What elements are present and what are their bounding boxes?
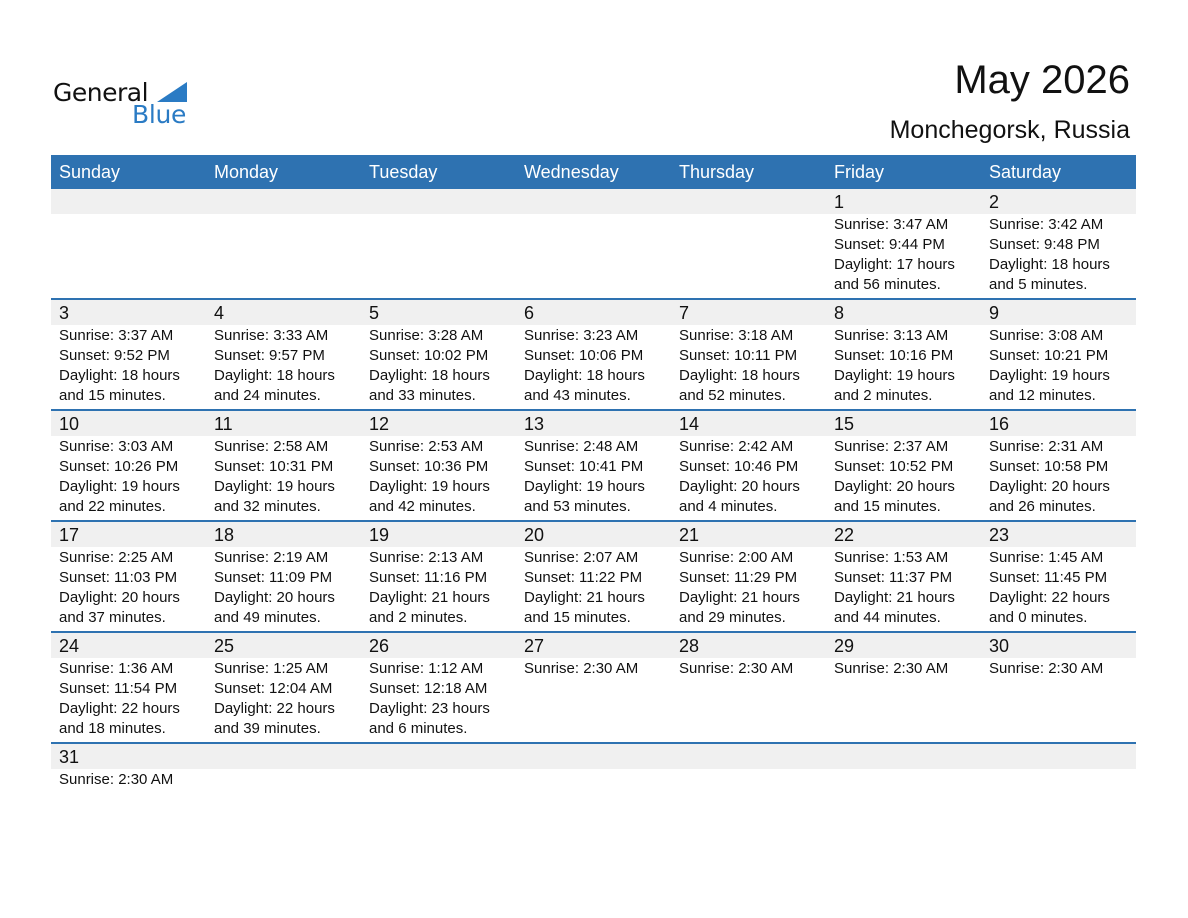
sunrise-text: Sunrise: 3:47 AM: [834, 216, 949, 233]
weekday-header: [51, 155, 1136, 189]
date-row: [51, 300, 1136, 325]
daylight-minutes-text: and 15 minutes.: [834, 498, 941, 515]
logo-word-general: General: [53, 78, 149, 107]
day-number: 14: [679, 414, 700, 434]
sunrise-text: Sunrise: 3:13 AM: [834, 327, 949, 344]
day-number: 15: [834, 414, 855, 434]
sunset-text: Sunset: 9:57 PM: [214, 347, 325, 364]
day-number: 8: [834, 303, 845, 323]
sunset-text: Sunset: 11:54 PM: [59, 680, 178, 697]
day-number: [981, 744, 1136, 769]
info-row: [51, 547, 1136, 631]
day-number: [51, 189, 206, 214]
sunrise-text: Sunrise: 2:30 AM: [59, 771, 174, 788]
day-cell: [51, 547, 206, 631]
calendar-week: [51, 633, 1136, 744]
day-number: [516, 744, 671, 769]
sunrise-text: Sunrise: 2:30 AM: [989, 660, 1104, 677]
sunset-text: Sunset: 10:21 PM: [989, 347, 1109, 364]
sunrise-text: Sunrise: 2:58 AM: [214, 438, 329, 455]
day-cell: [516, 769, 671, 799]
weekday-wednesday: Wednesday: [524, 162, 619, 182]
calendar-week: [51, 411, 1136, 522]
daylight-text: Daylight: 19 hours: [524, 478, 645, 495]
info-row: [51, 214, 1136, 298]
day-cell: [361, 658, 516, 742]
day-number: 26: [369, 636, 390, 656]
day-number: 18: [214, 525, 235, 545]
day-cell: [206, 436, 361, 520]
daylight-text: Daylight: 21 hours: [834, 589, 955, 606]
daylight-text: Daylight: 18 hours: [369, 367, 490, 384]
daylight-minutes-text: and 49 minutes.: [214, 609, 321, 626]
sunrise-text: Sunrise: 2:25 AM: [59, 549, 174, 566]
daylight-minutes-text: and 24 minutes.: [214, 387, 321, 404]
day-cell: [671, 436, 826, 520]
sunset-text: Sunset: 11:22 PM: [524, 569, 643, 586]
daylight-text: Daylight: 20 hours: [989, 478, 1110, 495]
day-cell: [51, 214, 206, 298]
sunset-text: Sunset: 10:46 PM: [679, 458, 799, 475]
day-cell: [671, 214, 826, 298]
day-cell: [671, 658, 826, 742]
sunset-text: Sunset: 10:36 PM: [369, 458, 489, 475]
calendar-week: [51, 522, 1136, 633]
date-row: [51, 189, 1136, 214]
day-cell: [516, 436, 671, 520]
sunset-text: Sunset: 11:37 PM: [834, 569, 953, 586]
sunrise-text: Sunrise: 3:23 AM: [524, 327, 639, 344]
sunrise-text: Sunrise: 2:37 AM: [834, 438, 949, 455]
daylight-text: Daylight: 19 hours: [214, 478, 335, 495]
page-title: May 2026: [954, 58, 1130, 102]
daylight-text: Daylight: 20 hours: [59, 589, 180, 606]
daylight-minutes-text: and 15 minutes.: [524, 609, 631, 626]
logo: [53, 76, 193, 132]
day-cell: [361, 325, 516, 409]
day-number: 12: [369, 414, 390, 434]
sunset-text: Sunset: 11:29 PM: [679, 569, 798, 586]
calendar-week: [51, 189, 1136, 300]
daylight-minutes-text: and 29 minutes.: [679, 609, 786, 626]
daylight-minutes-text: and 53 minutes.: [524, 498, 631, 515]
day-number: [206, 744, 361, 769]
sunset-text: Sunset: 9:48 PM: [989, 236, 1100, 253]
sunrise-text: Sunrise: 2:30 AM: [524, 660, 639, 677]
daylight-minutes-text: and 22 minutes.: [59, 498, 166, 515]
day-number: 19: [369, 525, 390, 545]
day-cell: [51, 436, 206, 520]
daylight-text: Daylight: 21 hours: [679, 589, 800, 606]
sunrise-text: Sunrise: 2:48 AM: [524, 438, 639, 455]
day-number: 30: [989, 636, 1010, 656]
sunrise-text: Sunrise: 2:42 AM: [679, 438, 794, 455]
day-number: 28: [679, 636, 700, 656]
daylight-minutes-text: and 33 minutes.: [369, 387, 476, 404]
day-number: 24: [59, 636, 80, 656]
sunset-text: Sunset: 10:02 PM: [369, 347, 489, 364]
daylight-minutes-text: and 4 minutes.: [679, 498, 778, 515]
day-cell: [516, 325, 671, 409]
date-row: [51, 744, 1136, 769]
day-number: 7: [679, 303, 690, 323]
sunset-text: Sunset: 11:45 PM: [989, 569, 1108, 586]
day-number: 9: [989, 303, 1000, 323]
daylight-minutes-text: and 37 minutes.: [59, 609, 166, 626]
day-number: [671, 744, 826, 769]
daylight-text: Daylight: 21 hours: [524, 589, 645, 606]
sunset-text: Sunset: 11:16 PM: [369, 569, 488, 586]
day-cell: [206, 769, 361, 799]
day-cell: [206, 214, 361, 298]
sunset-text: Sunset: 11:03 PM: [59, 569, 178, 586]
day-cell: [826, 214, 981, 298]
day-cell: [671, 769, 826, 799]
day-number: [826, 744, 981, 769]
sunrise-text: Sunrise: 3:33 AM: [214, 327, 329, 344]
day-cell: [826, 325, 981, 409]
daylight-text: Daylight: 18 hours: [524, 367, 645, 384]
daylight-text: Daylight: 19 hours: [369, 478, 490, 495]
info-row: [51, 436, 1136, 520]
day-cell: [981, 214, 1136, 298]
day-number: 23: [989, 525, 1010, 545]
weekday-thursday: Thursday: [679, 162, 755, 182]
day-cell: [51, 658, 206, 742]
daylight-text: Daylight: 22 hours: [214, 700, 335, 717]
sunrise-text: Sunrise: 2:53 AM: [369, 438, 484, 455]
daylight-text: Daylight: 19 hours: [59, 478, 180, 495]
daylight-text: Daylight: 18 hours: [679, 367, 800, 384]
sunrise-text: Sunrise: 1:45 AM: [989, 549, 1104, 566]
day-number: [516, 189, 671, 214]
day-cell: [981, 325, 1136, 409]
sunrise-text: Sunrise: 3:03 AM: [59, 438, 174, 455]
day-cell: [671, 325, 826, 409]
day-number: 5: [369, 303, 380, 323]
sunrise-text: Sunrise: 3:18 AM: [679, 327, 794, 344]
daylight-text: Daylight: 21 hours: [369, 589, 490, 606]
daylight-minutes-text: and 15 minutes.: [59, 387, 166, 404]
daylight-text: Daylight: 20 hours: [679, 478, 800, 495]
sunrise-text: Sunrise: 2:30 AM: [679, 660, 794, 677]
sunrise-text: Sunrise: 2:00 AM: [679, 549, 794, 566]
sunset-text: Sunset: 12:18 AM: [369, 680, 488, 697]
daylight-text: Daylight: 18 hours: [989, 256, 1110, 273]
day-number: 20: [524, 525, 545, 545]
day-number: [361, 189, 516, 214]
day-cell: [826, 769, 981, 799]
sunset-text: Sunset: 10:31 PM: [214, 458, 334, 475]
sunrise-text: Sunrise: 1:53 AM: [834, 549, 949, 566]
day-number: 31: [59, 747, 80, 767]
daylight-text: Daylight: 20 hours: [214, 589, 335, 606]
day-number: 25: [214, 636, 235, 656]
location-subtitle: Monchegorsk, Russia: [889, 116, 1130, 144]
day-cell: [516, 214, 671, 298]
day-cell: [981, 769, 1136, 799]
day-cell: [981, 658, 1136, 742]
day-number: 11: [214, 414, 233, 434]
sunrise-text: Sunrise: 1:25 AM: [214, 660, 329, 677]
sunset-text: Sunset: 10:41 PM: [524, 458, 644, 475]
daylight-text: Daylight: 20 hours: [834, 478, 955, 495]
day-cell: [361, 436, 516, 520]
calendar-weeks: [51, 189, 1136, 799]
day-number: 1: [834, 192, 845, 212]
sunset-text: Sunset: 10:26 PM: [59, 458, 179, 475]
day-cell: [671, 547, 826, 631]
day-cell: [826, 547, 981, 631]
sunset-text: Sunset: 11:09 PM: [214, 569, 333, 586]
day-cell: [361, 547, 516, 631]
daylight-minutes-text: and 18 minutes.: [59, 720, 166, 737]
sunset-text: Sunset: 10:58 PM: [989, 458, 1109, 475]
calendar: [51, 155, 1136, 799]
info-row: [51, 658, 1136, 742]
weekday-saturday: Saturday: [989, 162, 1062, 182]
daylight-minutes-text: and 42 minutes.: [369, 498, 476, 515]
date-row: [51, 633, 1136, 658]
sunrise-text: Sunrise: 2:19 AM: [214, 549, 329, 566]
daylight-minutes-text: and 5 minutes.: [989, 276, 1088, 293]
sunrise-text: Sunrise: 3:28 AM: [369, 327, 484, 344]
daylight-minutes-text: and 26 minutes.: [989, 498, 1096, 515]
calendar-week: [51, 300, 1136, 411]
daylight-minutes-text: and 6 minutes.: [369, 720, 468, 737]
day-cell: [981, 436, 1136, 520]
sunrise-text: Sunrise: 1:12 AM: [369, 660, 484, 677]
sunrise-text: Sunrise: 3:08 AM: [989, 327, 1104, 344]
calendar-week: [51, 744, 1136, 799]
info-row: [51, 325, 1136, 409]
sunrise-text: Sunrise: 3:42 AM: [989, 216, 1104, 233]
info-row: [51, 769, 1136, 799]
daylight-minutes-text: and 2 minutes.: [834, 387, 933, 404]
date-row: [51, 411, 1136, 436]
daylight-text: Daylight: 19 hours: [989, 367, 1110, 384]
day-number: [361, 744, 516, 769]
sunset-text: Sunset: 12:04 AM: [214, 680, 333, 697]
daylight-text: Daylight: 19 hours: [834, 367, 955, 384]
day-number: 22: [834, 525, 855, 545]
day-cell: [206, 658, 361, 742]
logo-word-blue: Blue: [132, 100, 187, 129]
day-number: 29: [834, 636, 855, 656]
sunset-text: Sunset: 10:16 PM: [834, 347, 954, 364]
sunrise-text: Sunrise: 2:13 AM: [369, 549, 484, 566]
daylight-text: Daylight: 17 hours: [834, 256, 955, 273]
sunrise-text: Sunrise: 1:36 AM: [59, 660, 174, 677]
logo-triangle-icon: [157, 82, 187, 102]
daylight-minutes-text: and 52 minutes.: [679, 387, 786, 404]
day-cell: [826, 658, 981, 742]
daylight-minutes-text: and 43 minutes.: [524, 387, 631, 404]
daylight-minutes-text: and 32 minutes.: [214, 498, 321, 515]
sunset-text: Sunset: 9:44 PM: [834, 236, 945, 253]
date-row: [51, 522, 1136, 547]
daylight-text: Daylight: 23 hours: [369, 700, 490, 717]
day-number: 16: [989, 414, 1010, 434]
sunset-text: Sunset: 10:06 PM: [524, 347, 644, 364]
sunrise-text: Sunrise: 2:07 AM: [524, 549, 639, 566]
day-number: 6: [524, 303, 535, 323]
day-number: 3: [59, 303, 70, 323]
day-cell: [206, 325, 361, 409]
day-number: 13: [524, 414, 545, 434]
day-number: 17: [59, 525, 80, 545]
daylight-text: Daylight: 22 hours: [989, 589, 1110, 606]
daylight-minutes-text: and 0 minutes.: [989, 609, 1088, 626]
day-cell: [361, 769, 516, 799]
day-cell: [981, 547, 1136, 631]
day-number: 27: [524, 636, 545, 656]
day-cell: [361, 214, 516, 298]
day-number: 4: [214, 303, 225, 323]
day-cell: [51, 325, 206, 409]
weekday-friday: Friday: [834, 162, 885, 182]
daylight-minutes-text: and 12 minutes.: [989, 387, 1096, 404]
daylight-text: Daylight: 18 hours: [214, 367, 335, 384]
day-cell: [516, 658, 671, 742]
day-number: 2: [989, 192, 1000, 212]
sunrise-text: Sunrise: 2:30 AM: [834, 660, 949, 677]
day-cell: [516, 547, 671, 631]
daylight-minutes-text: and 2 minutes.: [369, 609, 468, 626]
daylight-minutes-text: and 44 minutes.: [834, 609, 941, 626]
weekday-sunday: Sunday: [59, 162, 121, 182]
daylight-minutes-text: and 56 minutes.: [834, 276, 941, 293]
sunrise-text: Sunrise: 2:31 AM: [989, 438, 1104, 455]
day-number: [206, 189, 361, 214]
weekday-tuesday: Tuesday: [369, 162, 438, 182]
daylight-text: Daylight: 22 hours: [59, 700, 180, 717]
daylight-text: Daylight: 18 hours: [59, 367, 180, 384]
day-number: [671, 189, 826, 214]
sunrise-text: Sunrise: 3:37 AM: [59, 327, 174, 344]
sunset-text: Sunset: 10:11 PM: [679, 347, 798, 364]
daylight-minutes-text: and 39 minutes.: [214, 720, 321, 737]
day-cell: [206, 547, 361, 631]
weekday-monday: Monday: [214, 162, 279, 182]
sunset-text: Sunset: 9:52 PM: [59, 347, 170, 364]
day-cell: [51, 769, 206, 799]
day-number: 10: [59, 414, 80, 434]
day-number: 21: [679, 525, 700, 545]
sunset-text: Sunset: 10:52 PM: [834, 458, 954, 475]
day-cell: [826, 436, 981, 520]
